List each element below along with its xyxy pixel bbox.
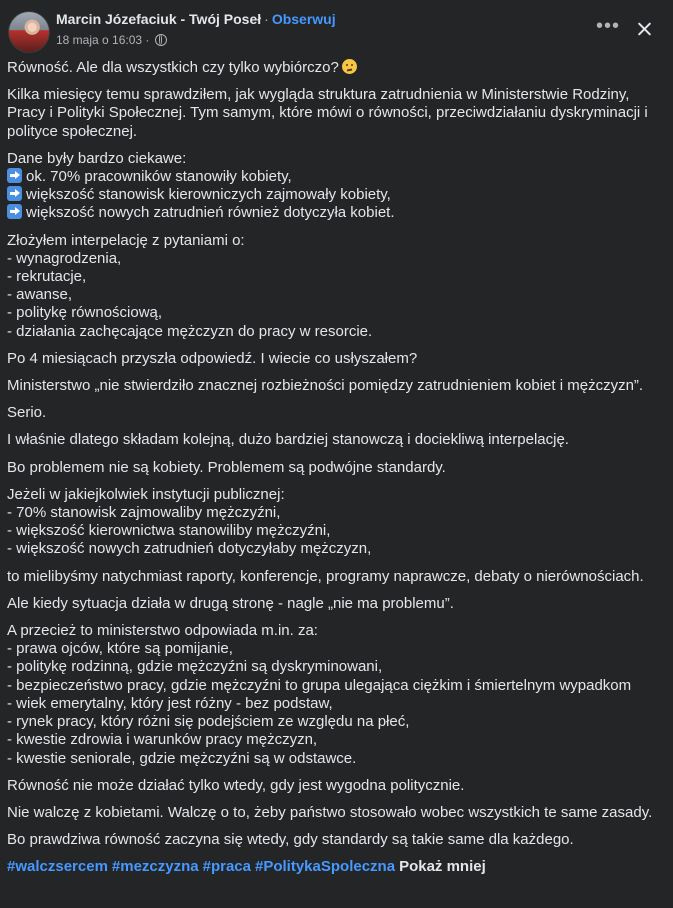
text-line: [7, 59, 665, 77]
text-line: [7, 150, 665, 168]
post-paragraph: [7, 59, 665, 77]
text-line: [7, 777, 665, 795]
line-text: - rynek pracy, który różni się podejściem ze względu na płeć,: [7, 713, 410, 731]
line-text: większość stanowisk kierowniczych zajmowały kobiety,: [26, 186, 391, 204]
text-line: [7, 504, 665, 522]
globe-icon: [155, 34, 167, 46]
line-text: Złożyłem interpelację z pytaniami o:: [7, 231, 245, 249]
post-paragraph: [7, 831, 665, 849]
line-text: Równość nie może działać tylko wtedy, gdy jest wygodna politycznie.: [7, 776, 465, 794]
line-text: Równość. Ale dla wszystkich czy tylko wybiórczo?: [7, 59, 339, 76]
line-text: - bezpieczeństwo pracy, gdzie mężczyźni to grupa ulegająca ciężkim i śmiertelnym wypadkom: [7, 676, 632, 694]
text-line: [7, 658, 665, 676]
right-arrow-icon: [7, 168, 22, 183]
text-line: [7, 731, 665, 749]
text-line: [7, 540, 665, 558]
line-text: Ministerstwo „nie stwierdziło znacznej rozbieżności pomiędzy zatrudnieniem kobiet i mężczyzn”.: [7, 377, 644, 395]
line-text: Pracy i Polityki Społecznej. Tym samym, które mówi o równości, przeciwdziałaniu dyskryminacji i: [7, 104, 648, 122]
line-text: Nie walczę z kobietami. Walczę o to, żeby państwo stosowało wobec wszystkich te same zasady.: [7, 803, 653, 821]
line-text: - wynagrodzenia,: [7, 249, 122, 267]
post-paragraph: [7, 804, 665, 822]
text-line: [7, 486, 665, 504]
line-text: Jeżeli w jakiejkolwiek instytucji publicznej:: [7, 485, 285, 503]
text-line: [7, 695, 665, 713]
author-name[interactable]: Marcin Józefaciuk - Twój Poseł: [56, 11, 262, 27]
text-line: [7, 323, 665, 341]
text-line: [7, 86, 665, 104]
line-text: to mielibyśmy natychmiast raporty, konferencje, programy naprawcze, debaty o nierównościach.: [7, 567, 644, 585]
post-paragraph: [7, 350, 665, 368]
line-text: - wiek emerytalny, który jest różny - bez podstaw,: [7, 694, 333, 712]
line-text: - kwestie zdrowia i warunków pracy mężczyzn,: [7, 731, 318, 749]
show-less-button[interactable]: Pokaż mniej: [399, 858, 486, 876]
author-line: [56, 11, 336, 27]
hashtag-link[interactable]: #mezczyzna: [111, 858, 199, 876]
post-paragraph: [7, 622, 665, 768]
post-timestamp[interactable]: 18 maja o 16:03: [56, 33, 143, 47]
line-text: Serio.: [7, 404, 47, 422]
text-line: [7, 568, 665, 586]
text-line: [7, 168, 665, 186]
post-paragraph: [7, 595, 665, 613]
hashtag-row: [7, 858, 665, 876]
line-text: - 70% stanowisk zajmowaliby mężczyźni,: [7, 504, 281, 522]
line-text: Dane były bardzo ciekawe:: [7, 149, 187, 167]
text-line: [7, 677, 665, 695]
line-text: - działania zachęcające mężczyzn do pracy w resorcie.: [7, 322, 373, 340]
post-paragraph: [7, 404, 665, 422]
text-line: [7, 804, 665, 822]
text-line: [7, 186, 665, 204]
right-arrow-icon: [7, 204, 22, 219]
post-header: [0, 0, 673, 56]
line-text: - politykę rodzinną, gdzie mężczyźni są dyskryminowani,: [7, 658, 383, 676]
line-text: - prawa ojców, które są pomijanie,: [7, 640, 233, 658]
line-text: I właśnie dlatego składam kolejną, dużo bardziej stanowczą i dociekliwą interpelację.: [7, 431, 569, 449]
right-arrow-icon: [7, 186, 22, 201]
line-text: Po 4 miesiącach przyszła odpowiedź. I wiecie co usłyszałem?: [7, 349, 418, 367]
meta-separator: ·: [145, 33, 150, 47]
post-paragraph: [7, 459, 665, 477]
line-text: polityce społecznej.: [7, 122, 138, 140]
text-line: [7, 459, 665, 477]
post-paragraph: [7, 86, 665, 141]
line-text: Kilka miesięcy temu sprawdziłem, jak wygląda struktura zatrudnienia w Ministerstwie Rodziny,: [7, 86, 630, 104]
thinking-face-icon: [342, 59, 357, 74]
post-paragraph: [7, 568, 665, 586]
post-paragraph: [7, 232, 665, 341]
hashtag-link[interactable]: #walczsercem: [7, 858, 108, 876]
avatar[interactable]: [8, 11, 50, 53]
line-text: Bo prawdziwa równość zaczyna się wtedy, gdy standardy są takie same dla każdego.: [7, 831, 574, 849]
post-text: [7, 59, 665, 877]
close-button[interactable]: [630, 14, 660, 44]
text-line: [7, 123, 665, 141]
text-line: [7, 286, 665, 304]
separator: ·: [264, 11, 269, 27]
follow-button[interactable]: Obserwuj: [271, 11, 336, 27]
post-paragraph: [7, 777, 665, 795]
text-line: [7, 204, 665, 222]
line-text: - awanse,: [7, 286, 73, 304]
more-options-button[interactable]: •••: [595, 15, 620, 37]
line-text: - kwestie seniorale, gdzie mężczyźni są w odstawce.: [7, 749, 357, 767]
text-line: [7, 431, 665, 449]
text-line: [7, 750, 665, 768]
post-paragraph: [7, 377, 665, 395]
text-line: [7, 304, 665, 322]
line-text: Ale kiedy sytuacja działa w drugą stronę - nagle „nie ma problemu”.: [7, 594, 454, 612]
line-text: - rekrutacje,: [7, 268, 87, 286]
hashtag-link[interactable]: #praca: [202, 858, 251, 876]
text-line: [7, 595, 665, 613]
line-text: większość nowych zatrudnień również dotyczyła kobiet.: [26, 204, 395, 222]
post-paragraph: [7, 150, 665, 223]
line-text: - większość kierownictwa stanowiliby mężczyźni,: [7, 522, 331, 540]
text-line: [7, 713, 665, 731]
text-line: [7, 404, 665, 422]
text-line: [7, 622, 665, 640]
post-paragraph: [7, 431, 665, 449]
line-text: A przecież to ministerstwo odpowiada m.in. za:: [7, 622, 318, 640]
text-line: [7, 268, 665, 286]
text-line: [7, 250, 665, 268]
text-line: [7, 831, 665, 849]
line-text: Bo problemem nie są kobiety. Problemem są podwójne standardy.: [7, 458, 446, 476]
line-text: ok. 70% pracowników stanowiły kobiety,: [26, 168, 292, 186]
post-paragraph: [7, 486, 665, 559]
text-line: [7, 640, 665, 658]
hashtag-link[interactable]: #PolitykaSpoleczna: [255, 858, 396, 876]
text-line: [7, 522, 665, 540]
text-line: [7, 350, 665, 368]
text-line: [7, 104, 665, 122]
text-line: [7, 377, 665, 395]
line-text: - większość nowych zatrudnień dotyczyłaby mężczyzn,: [7, 540, 372, 558]
post-meta: [56, 33, 167, 47]
text-line: [7, 232, 665, 250]
line-text: - politykę równościową,: [7, 304, 163, 322]
